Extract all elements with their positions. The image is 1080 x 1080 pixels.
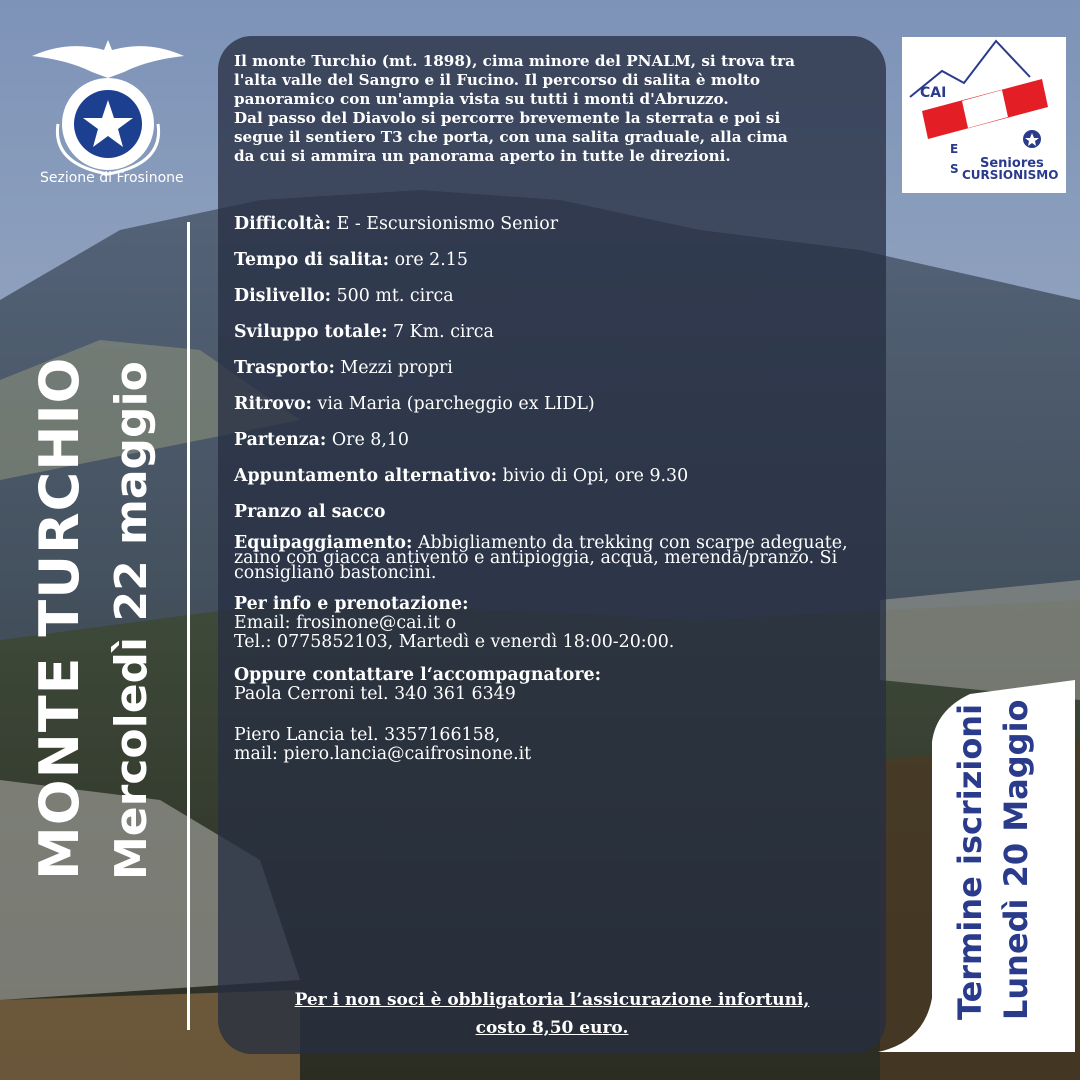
cai-text: CAI [920, 85, 947, 101]
detail-transport [234, 356, 882, 392]
guide-heading: Oppure contattare l‘accompagnatore: [234, 665, 602, 685]
deadline-line2: Lunedì 20 Maggio [997, 699, 1035, 1020]
detail-value: ore 2.15 [389, 250, 468, 270]
event-date: Mercoledì 22 maggio [106, 361, 157, 880]
detail-value: via Maria (parcheggio ex LIDL) [311, 394, 595, 414]
insurance-note [218, 986, 886, 1042]
event-title-block [30, 357, 160, 880]
deadline-line1: Termine iscrizioni [951, 703, 989, 1020]
detail-length [234, 320, 882, 356]
detail-climb-time [234, 248, 882, 284]
cursionismo-text: CURSIONISMO [962, 168, 1059, 182]
intro-line: da cui si ammira un panorama aperto in tutte le direzioni. [234, 147, 731, 165]
detail-value: bivio di Opi, ore 9.30 [497, 466, 689, 486]
detail-value: E - Escursionismo Senior [331, 214, 559, 234]
detail-value: 7 Km. circa [387, 322, 494, 342]
intro-line: panoramico con un'ampia vista su tutti i monti d'Abruzzo. [234, 90, 729, 108]
detail-label: Ritrovo: [234, 394, 312, 414]
detail-label: Difficoltà: [234, 214, 332, 234]
detail-value: Ore 8,10 [326, 430, 409, 450]
detail-equipment [234, 533, 882, 583]
seniores-escursionismo-logo [902, 37, 1066, 193]
detail-label: Trasporto: [234, 358, 335, 378]
detail-value: 500 mt. circa [331, 286, 454, 306]
seniores-text: Seniores [980, 156, 1044, 171]
intro-line: l'alta valle del Sangro e il Fucino. Il percorso di salita è molto [234, 71, 760, 89]
intro-line: Il monte Turchio (mt. 1898), cima minore del PNALM, si trova tra [234, 52, 795, 70]
section-name: Sezione di Frosinone [40, 170, 184, 186]
detail-lunch [234, 500, 882, 536]
insurance-cost: costo 8,50 euro. [475, 1018, 629, 1038]
detail-value: Mezzi propri [334, 358, 453, 378]
detail-difficulty [234, 212, 882, 248]
detail-label: Pranzo al sacco [234, 502, 386, 522]
detail-alt-meeting [234, 464, 882, 500]
guide-email: mail: piero.lancia@caifrosinone.it [234, 744, 532, 764]
guide-contact: Paola Cerroni tel. 340 361 6349 [234, 684, 516, 704]
intro-line: segue il sentiero T3 che porta, con una salita graduale, alla cima [234, 128, 788, 146]
email-line: Email: frosinone@cai.it o [234, 613, 457, 633]
e-letter: E [950, 142, 959, 156]
detail-label: Tempo di salita: [234, 250, 390, 270]
intro-line: Dal passo del Diavolo si percorre brevemente la sterrata e poi si [234, 109, 781, 127]
insurance-line: Per i non soci è obbligatoria l’assicurazione infortuni, [294, 990, 810, 1010]
contact-info [234, 595, 882, 652]
detail-label: Equipaggiamento: [234, 533, 413, 553]
guide-info [234, 666, 882, 764]
detail-value: consigliano bastoncini. [234, 563, 437, 583]
detail-value: Abbigliamento da trekking con scarpe adeguate, [412, 533, 848, 553]
info-panel [218, 36, 886, 1054]
vertical-divider [187, 222, 190, 1030]
details-list [234, 212, 882, 764]
intro-text [234, 52, 874, 166]
guide-contact: Piero Lancia tel. 3357166158, [234, 725, 501, 745]
info-heading: Per info e prenotazione: [234, 594, 469, 614]
detail-elevation [234, 284, 882, 320]
detail-label: Dislivello: [234, 286, 332, 306]
detail-label: Partenza: [234, 430, 327, 450]
detail-meeting [234, 392, 882, 428]
deadline-text [947, 699, 1039, 1020]
event-title: MONTE TURCHIO [28, 356, 91, 880]
detail-departure [234, 428, 882, 464]
detail-label: Appuntamento alternativo: [234, 466, 498, 486]
s-letter: S [950, 162, 959, 176]
detail-label: Sviluppo totale: [234, 322, 388, 342]
phone-line: Tel.: 0775852103, Martedì e venerdì 18:00-20:00. [234, 632, 675, 652]
detail-value: zaino con giacca antivento e antipioggia, acqua, merenda/pranzo. Si [234, 548, 838, 568]
